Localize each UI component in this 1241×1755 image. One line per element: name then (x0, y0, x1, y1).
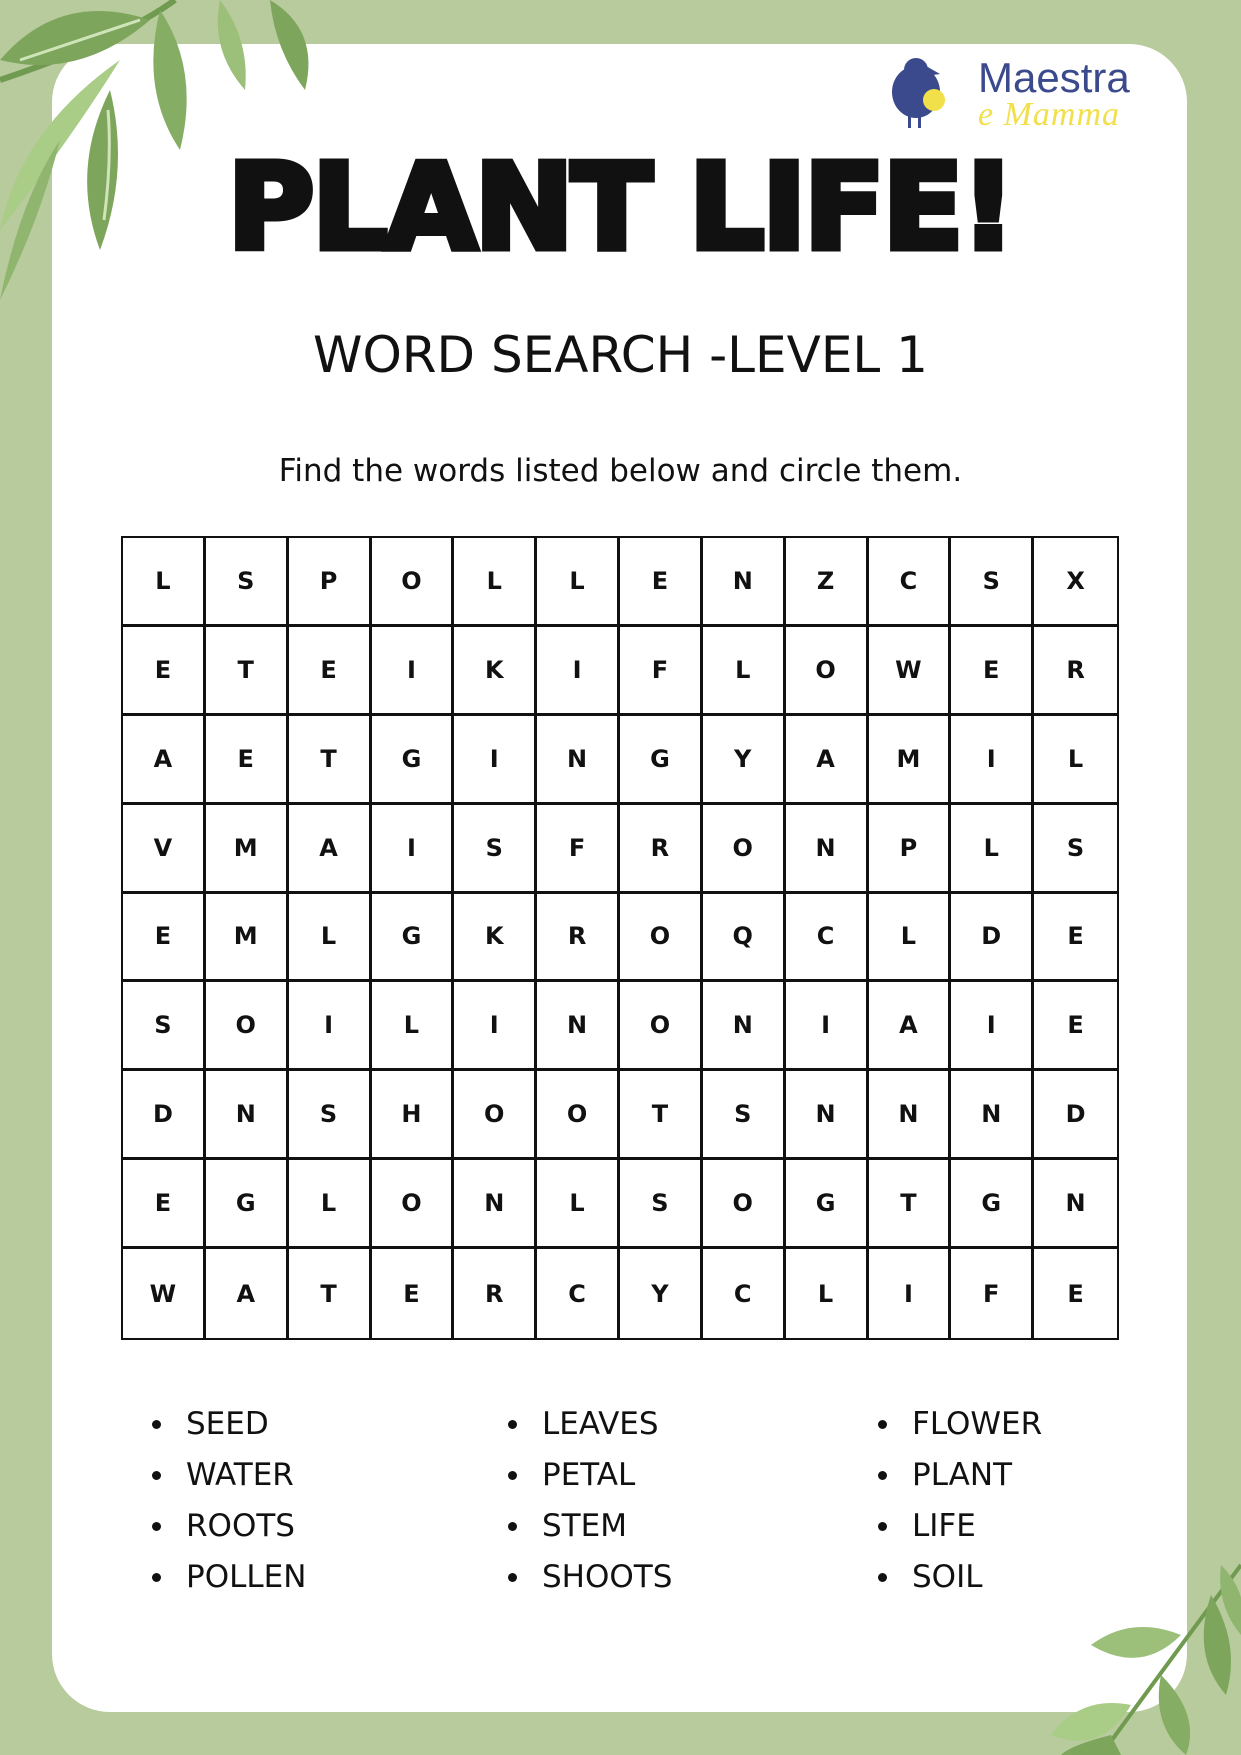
grid-cell[interactable]: N (206, 1071, 289, 1160)
word-list-item: FLOWER (878, 1404, 1042, 1444)
grid-cell[interactable]: E (951, 627, 1034, 716)
grid-cell[interactable]: L (289, 894, 372, 983)
grid-cell[interactable]: N (703, 982, 786, 1071)
grid-cell[interactable]: S (620, 1160, 703, 1249)
grid-cell[interactable]: D (123, 1071, 206, 1160)
grid-cell[interactable]: M (206, 894, 289, 983)
grid-cell[interactable]: R (1034, 627, 1117, 716)
grid-cell[interactable]: O (620, 982, 703, 1071)
grid-cell[interactable]: Y (620, 1249, 703, 1338)
grid-cell[interactable]: E (289, 627, 372, 716)
grid-cell[interactable]: O (372, 1160, 455, 1249)
grid-cell[interactable]: O (454, 1071, 537, 1160)
grid-cell[interactable]: L (869, 894, 952, 983)
leaf-branch-icon (1011, 1525, 1241, 1755)
bird-logo-icon (886, 52, 958, 130)
instructions-text: Find the words listed below and circle them. (278, 453, 963, 489)
word-list-item: STEM (508, 1506, 627, 1546)
grid-cell[interactable]: P (869, 805, 952, 894)
grid-cell[interactable]: C (703, 1249, 786, 1338)
grid-cell[interactable]: O (620, 894, 703, 983)
grid-cell[interactable]: L (454, 538, 537, 627)
grid-cell[interactable]: L (951, 805, 1034, 894)
grid-cell[interactable]: A (123, 716, 206, 805)
grid-cell[interactable]: T (289, 1249, 372, 1338)
grid-cell[interactable]: G (786, 1160, 869, 1249)
grid-cell[interactable]: N (454, 1160, 537, 1249)
grid-cell[interactable]: R (454, 1249, 537, 1338)
grid-cell[interactable]: I (951, 982, 1034, 1071)
grid-cell[interactable]: L (537, 1160, 620, 1249)
grid-cell[interactable]: K (454, 627, 537, 716)
grid-cell[interactable]: I (786, 982, 869, 1071)
word-list-item: PLANT (878, 1455, 1012, 1495)
grid-cell[interactable]: G (206, 1160, 289, 1249)
maestra-logo (886, 46, 1166, 132)
grid-cell[interactable]: A (869, 982, 952, 1071)
grid-cell[interactable]: S (454, 805, 537, 894)
grid-cell[interactable]: M (869, 716, 952, 805)
grid-cell[interactable]: O (537, 1071, 620, 1160)
grid-cell[interactable]: L (372, 982, 455, 1071)
grid-cell[interactable]: I (454, 716, 537, 805)
grid-cell[interactable]: R (620, 805, 703, 894)
grid-cell[interactable]: N (786, 1071, 869, 1160)
grid-cell[interactable]: S (1034, 805, 1117, 894)
grid-cell[interactable]: S (206, 538, 289, 627)
grid-cell[interactable]: L (537, 538, 620, 627)
grid-cell[interactable]: X (1034, 538, 1117, 627)
grid-cell[interactable]: Q (703, 894, 786, 983)
grid-cell[interactable]: I (454, 982, 537, 1071)
grid-cell[interactable]: L (123, 538, 206, 627)
grid-cell[interactable]: A (206, 1249, 289, 1338)
page-subtitle: WORD SEARCH -LEVEL 1 (313, 326, 928, 384)
grid-cell[interactable]: N (537, 982, 620, 1071)
grid-cell[interactable]: A (289, 805, 372, 894)
grid-cell[interactable]: T (869, 1160, 952, 1249)
grid-cell[interactable]: N (951, 1071, 1034, 1160)
grid-cell[interactable]: F (951, 1249, 1034, 1338)
grid-cell[interactable]: L (786, 1249, 869, 1338)
grid-cell[interactable]: N (703, 538, 786, 627)
grid-cell[interactable]: O (372, 538, 455, 627)
grid-cell[interactable]: T (620, 1071, 703, 1160)
grid-cell[interactable]: C (537, 1249, 620, 1338)
grid-cell[interactable]: E (1034, 894, 1117, 983)
grid-cell[interactable]: W (869, 627, 952, 716)
grid-cell[interactable]: E (1067, 1279, 1084, 1308)
word-list-item: PETAL (508, 1455, 635, 1495)
grid-cell[interactable]: E (123, 1160, 206, 1249)
grid-cell[interactable]: D (1034, 1071, 1117, 1160)
grid-cell[interactable]: E (1034, 982, 1117, 1071)
grid-cell[interactable]: L (1034, 716, 1117, 805)
word-list-item: SEED (152, 1404, 269, 1444)
logo-tagline: e Mamma (978, 96, 1121, 133)
grid-cell[interactable]: F (620, 627, 703, 716)
grid-cell[interactable]: I (869, 1249, 952, 1338)
grid-cell[interactable]: T (206, 627, 289, 716)
grid-cell[interactable]: T (289, 716, 372, 805)
grid-cell[interactable]: I (537, 627, 620, 716)
grid-cell[interactable]: W (123, 1249, 206, 1338)
grid-cell[interactable]: N (537, 716, 620, 805)
page-title: PLANT LIFE! (227, 138, 1014, 276)
grid-cell[interactable]: G (620, 716, 703, 805)
grid-cell[interactable]: L (703, 627, 786, 716)
grid-cell[interactable]: O (703, 1160, 786, 1249)
grid-cell[interactable]: G (372, 716, 455, 805)
grid-cell[interactable]: S (123, 982, 206, 1071)
word-list-item: SOIL (878, 1557, 983, 1597)
grid-cell[interactable]: O (206, 982, 289, 1071)
grid-cell[interactable]: N (869, 1071, 952, 1160)
grid-cell[interactable]: V (123, 805, 206, 894)
grid-cell[interactable]: N (1034, 1160, 1117, 1249)
word-list-item: LEAVES (508, 1404, 659, 1444)
grid-cell[interactable]: H (372, 1071, 455, 1160)
grid-cell[interactable]: S (951, 538, 1034, 627)
word-list-item: LIFE (878, 1506, 976, 1546)
grid-cell[interactable]: I (289, 982, 372, 1071)
word-list-item: POLLEN (152, 1557, 306, 1597)
grid-cell[interactable]: C (786, 894, 869, 983)
grid-cell[interactable]: I (951, 716, 1034, 805)
grid-cell[interactable]: E (620, 538, 703, 627)
grid-cell[interactable]: G (951, 1160, 1034, 1249)
grid-cell[interactable]: Y (703, 716, 786, 805)
logo-name: Maestra (978, 54, 1130, 101)
grid-cell[interactable]: K (454, 894, 537, 983)
word-search-grid (121, 536, 1119, 1340)
grid-cell[interactable]: S (703, 1071, 786, 1160)
grid-cell[interactable]: N (786, 805, 869, 894)
word-list-item: ROOTS (152, 1506, 295, 1546)
grid-cell[interactable]: E (123, 894, 206, 983)
grid-cell[interactable]: C (869, 538, 952, 627)
grid-cell[interactable]: F (537, 805, 620, 894)
grid-cell[interactable]: E (206, 716, 289, 805)
grid-cell[interactable]: L (289, 1160, 372, 1249)
grid-cell[interactable]: E (123, 627, 206, 716)
grid-cell[interactable]: M (206, 805, 289, 894)
grid-cell[interactable]: O (786, 627, 869, 716)
grid-cell[interactable]: O (703, 805, 786, 894)
grid-cell[interactable]: Z (786, 538, 869, 627)
grid-cell[interactable]: D (951, 894, 1034, 983)
word-list-item: SHOOTS (508, 1557, 672, 1597)
word-list-item: WATER (152, 1455, 294, 1495)
grid-cell[interactable]: R (537, 894, 620, 983)
grid-cell[interactable]: E (372, 1249, 455, 1338)
grid-cell[interactable]: S (289, 1071, 372, 1160)
grid-cell[interactable]: P (289, 538, 372, 627)
grid-cell[interactable]: G (372, 894, 455, 983)
grid-cell[interactable]: I (372, 805, 455, 894)
grid-cell[interactable]: A (786, 716, 869, 805)
grid-cell[interactable]: I (372, 627, 455, 716)
